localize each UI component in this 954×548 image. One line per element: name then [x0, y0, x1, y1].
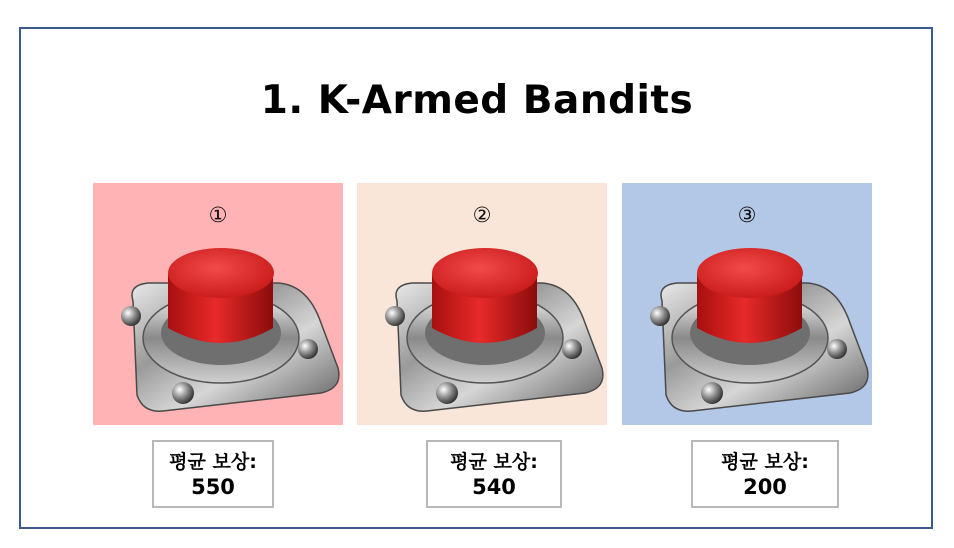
reward-label: 평균 보상: [721, 451, 809, 473]
arm-card-1[interactable] [93, 183, 343, 425]
reward-box-2 [426, 440, 562, 508]
arm-number: ③ [737, 203, 757, 227]
reward-label: 평균 보상: [169, 451, 257, 473]
arm-number: ① [208, 203, 228, 227]
arm-card-3[interactable] [622, 183, 872, 425]
slide-title: 1. K-Armed Bandits [260, 78, 694, 123]
reward-value: 200 [743, 475, 787, 499]
reward-value: 540 [472, 475, 516, 499]
reward-box-3 [691, 440, 839, 508]
reward-value: 550 [191, 475, 235, 499]
arm-number: ② [472, 203, 492, 227]
reward-box-1 [152, 440, 274, 508]
arm-card-2[interactable] [357, 183, 607, 425]
reward-label: 평균 보상: [450, 451, 538, 473]
